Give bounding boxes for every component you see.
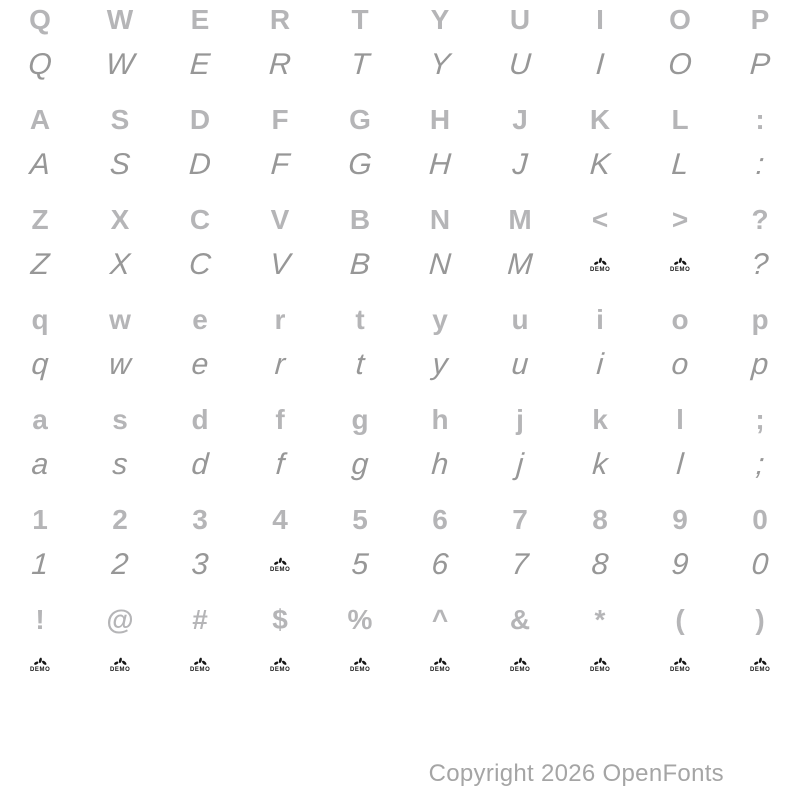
- demo-placeholder-label: DEMO: [749, 667, 771, 673]
- demo-glyph-cell: K: [588, 148, 612, 181]
- reference-glyph-cell: E: [190, 4, 210, 35]
- reference-glyph-cell: 6: [432, 504, 448, 535]
- reference-glyph-cell: :: [755, 104, 765, 135]
- demo-glyph-cell: w: [108, 348, 133, 381]
- splash-icon: [672, 657, 688, 666]
- demo-glyph-cell: D: [188, 148, 213, 181]
- demo-glyph-cell: Z: [29, 248, 51, 281]
- demo-placeholder-glyph: [350, 657, 370, 673]
- reference-glyph-cell: P: [750, 4, 770, 35]
- demo-placeholder-glyph: [190, 657, 210, 673]
- reference-glyph-cell: ?: [751, 204, 769, 235]
- reference-glyph-cell: w: [109, 304, 131, 335]
- reference-glyph-cell: y: [432, 304, 448, 335]
- demo-glyph-cell: a: [30, 448, 50, 481]
- demo-glyph-cell: O: [667, 48, 693, 81]
- demo-glyph-cell: Q: [27, 48, 53, 81]
- splash-icon: [272, 657, 288, 666]
- splash-icon: [752, 657, 768, 666]
- charmap-row-pair: [0, 100, 800, 200]
- demo-glyph-cell: [558, 640, 641, 690]
- reference-glyph-cell: (: [675, 604, 685, 635]
- demo-glyph-cell: [558, 240, 641, 290]
- demo-placeholder-label: DEMO: [109, 667, 131, 673]
- demo-glyph-cell: [638, 240, 721, 290]
- reference-glyph-cell: B: [349, 204, 371, 235]
- splash-icon: [672, 257, 688, 266]
- demo-glyph-cell: ;: [754, 448, 766, 481]
- demo-placeholder-label: DEMO: [509, 667, 531, 673]
- reference-glyph-cell: d: [191, 404, 209, 435]
- demo-glyph-cell: q: [30, 348, 50, 381]
- reference-glyph-cell: R: [269, 4, 291, 35]
- demo-placeholder-glyph: [590, 257, 610, 273]
- reference-glyph-cell: Z: [31, 204, 49, 235]
- reference-glyph-cell: o: [671, 304, 689, 335]
- demo-glyph-cell: e: [190, 348, 210, 381]
- demo-glyph-cell: 5: [350, 548, 370, 581]
- demo-font-row: [0, 240, 800, 290]
- reference-glyph-cell: >: [671, 204, 689, 235]
- demo-glyph-cell: y: [431, 348, 449, 381]
- demo-glyph-cell: V: [268, 248, 292, 281]
- demo-glyph-cell: G: [347, 148, 373, 181]
- charmap-row-pair: [0, 500, 800, 600]
- demo-placeholder-glyph: [430, 657, 450, 673]
- demo-glyph-cell: [398, 640, 481, 690]
- demo-glyph-cell: T: [349, 48, 371, 81]
- demo-glyph-cell: P: [748, 48, 772, 81]
- demo-placeholder-label: DEMO: [269, 667, 291, 673]
- reference-row: [0, 500, 800, 540]
- reference-glyph-cell: j: [516, 404, 524, 435]
- reference-glyph-cell: ;: [755, 404, 765, 435]
- reference-glyph-cell: T: [351, 4, 369, 35]
- reference-glyph-cell: L: [671, 104, 689, 135]
- reference-glyph-cell: *: [594, 604, 606, 635]
- reference-glyph-cell: &: [509, 604, 531, 635]
- splash-icon: [512, 657, 528, 666]
- reference-glyph-cell: J: [512, 104, 528, 135]
- copyright-text: Copyright 2026 OpenFonts: [428, 760, 724, 787]
- demo-glyph-cell: J: [511, 148, 529, 181]
- reference-glyph-cell: O: [669, 4, 691, 35]
- reference-glyph-cell: k: [592, 404, 608, 435]
- demo-placeholder-label: DEMO: [669, 267, 691, 273]
- demo-glyph-cell: [78, 640, 161, 690]
- demo-glyph-cell: [638, 640, 721, 690]
- reference-glyph-cell: @: [106, 604, 134, 635]
- demo-placeholder-label: DEMO: [269, 567, 291, 573]
- reference-row: [0, 300, 800, 340]
- reference-glyph-cell: M: [508, 204, 532, 235]
- demo-placeholder-glyph: [590, 657, 610, 673]
- demo-placeholder-label: DEMO: [189, 667, 211, 673]
- demo-glyph-cell: B: [348, 248, 372, 281]
- reference-glyph-cell: 1: [32, 504, 48, 535]
- charmap-row-pair: [0, 200, 800, 300]
- reference-glyph-cell: Q: [29, 4, 51, 35]
- demo-glyph-cell: o: [670, 348, 690, 381]
- demo-glyph-cell: i: [595, 348, 605, 381]
- demo-glyph-cell: R: [268, 48, 293, 81]
- demo-glyph-cell: N: [428, 248, 453, 281]
- demo-glyph-cell: C: [188, 248, 213, 281]
- splash-icon: [432, 657, 448, 666]
- reference-glyph-cell: i: [596, 304, 604, 335]
- demo-placeholder-label: DEMO: [429, 667, 451, 673]
- demo-placeholder-label: DEMO: [349, 667, 371, 673]
- reference-glyph-cell: 4: [272, 504, 288, 535]
- reference-row: [0, 200, 800, 240]
- splash-icon: [192, 657, 208, 666]
- reference-glyph-cell: <: [591, 204, 609, 235]
- demo-font-row: [0, 140, 800, 190]
- reference-glyph-cell: V: [270, 204, 290, 235]
- reference-glyph-cell: g: [351, 404, 369, 435]
- demo-glyph-cell: 2: [110, 548, 130, 581]
- splash-icon: [592, 657, 608, 666]
- reference-glyph-cell: u: [511, 304, 529, 335]
- demo-font-row: [0, 340, 800, 390]
- demo-placeholder-glyph: [110, 657, 130, 673]
- charmap-row-pair: [0, 0, 800, 100]
- reference-glyph-cell: Y: [430, 4, 450, 35]
- reference-glyph-cell: 5: [352, 504, 368, 535]
- splash-icon: [32, 657, 48, 666]
- demo-glyph-cell: t: [354, 348, 366, 381]
- reference-glyph-cell: W: [106, 4, 134, 35]
- demo-placeholder-glyph: [270, 557, 290, 573]
- reference-glyph-cell: ): [755, 604, 765, 635]
- reference-glyph-cell: 2: [112, 504, 128, 535]
- reference-glyph-cell: C: [189, 204, 211, 235]
- demo-glyph-cell: 7: [510, 548, 530, 581]
- reference-glyph-cell: 3: [192, 504, 208, 535]
- demo-glyph-cell: [318, 640, 401, 690]
- reference-glyph-cell: f: [275, 404, 285, 435]
- reference-glyph-cell: s: [112, 404, 128, 435]
- demo-glyph-cell: E: [188, 48, 212, 81]
- reference-row: [0, 400, 800, 440]
- reference-glyph-cell: a: [32, 404, 48, 435]
- reference-glyph-cell: U: [509, 4, 531, 35]
- demo-glyph-cell: d: [190, 448, 210, 481]
- demo-glyph-cell: [718, 640, 800, 690]
- reference-glyph-cell: !: [35, 604, 45, 635]
- reference-glyph-cell: e: [192, 304, 208, 335]
- demo-glyph-cell: [478, 640, 561, 690]
- reference-row: [0, 600, 800, 640]
- reference-glyph-cell: H: [429, 104, 451, 135]
- demo-glyph-cell: Y: [428, 48, 452, 81]
- demo-glyph-cell: I: [594, 48, 606, 81]
- reference-glyph-cell: A: [29, 104, 51, 135]
- reference-glyph-cell: p: [751, 304, 769, 335]
- demo-glyph-cell: 6: [430, 548, 450, 581]
- reference-glyph-cell: ^: [431, 604, 449, 635]
- reference-row: [0, 0, 800, 40]
- reference-glyph-cell: 0: [752, 504, 768, 535]
- demo-glyph-cell: [0, 640, 82, 690]
- reference-glyph-cell: #: [192, 604, 208, 635]
- reference-glyph-cell: I: [596, 4, 604, 35]
- demo-placeholder-glyph: [270, 657, 290, 673]
- reference-glyph-cell: l: [676, 404, 684, 435]
- reference-glyph-cell: q: [31, 304, 49, 335]
- demo-glyph-cell: L: [670, 148, 690, 181]
- demo-placeholder-glyph: [30, 657, 50, 673]
- demo-glyph-cell: 1: [30, 548, 50, 581]
- reference-glyph-cell: K: [589, 104, 611, 135]
- demo-glyph-cell: ?: [750, 248, 770, 281]
- charmap-row-pair: [0, 400, 800, 500]
- splash-icon: [352, 657, 368, 666]
- reference-glyph-cell: F: [271, 104, 289, 135]
- demo-placeholder-glyph: [510, 657, 530, 673]
- demo-placeholder-label: DEMO: [29, 667, 51, 673]
- demo-font-row: [0, 440, 800, 490]
- demo-glyph-cell: S: [108, 148, 132, 181]
- reference-glyph-cell: t: [355, 304, 365, 335]
- demo-glyph-cell: u: [510, 348, 530, 381]
- splash-icon: [592, 257, 608, 266]
- demo-glyph-cell: M: [506, 248, 534, 281]
- demo-glyph-cell: 8: [590, 548, 610, 581]
- demo-glyph-cell: [238, 640, 321, 690]
- splash-icon: [112, 657, 128, 666]
- reference-glyph-cell: 9: [672, 504, 688, 535]
- demo-glyph-cell: r: [273, 348, 287, 381]
- demo-glyph-cell: h: [430, 448, 450, 481]
- reference-glyph-cell: X: [110, 204, 130, 235]
- reference-glyph-cell: N: [429, 204, 451, 235]
- demo-glyph-cell: f: [274, 448, 286, 481]
- demo-glyph-cell: 0: [750, 548, 770, 581]
- demo-glyph-cell: U: [508, 48, 533, 81]
- demo-placeholder-glyph: [750, 657, 770, 673]
- demo-glyph-cell: W: [104, 48, 136, 81]
- demo-glyph-cell: 9: [670, 548, 690, 581]
- reference-glyph-cell: h: [431, 404, 449, 435]
- demo-glyph-cell: X: [108, 248, 132, 281]
- demo-placeholder-glyph: [670, 257, 690, 273]
- demo-glyph-cell: [238, 540, 321, 590]
- reference-glyph-cell: G: [349, 104, 371, 135]
- demo-glyph-cell: F: [269, 148, 291, 181]
- demo-glyph-cell: j: [515, 448, 525, 481]
- reference-row: [0, 100, 800, 140]
- charmap-row-pair: [0, 600, 800, 700]
- demo-glyph-cell: :: [754, 148, 766, 181]
- demo-placeholder-glyph: [670, 657, 690, 673]
- demo-glyph-cell: A: [28, 148, 52, 181]
- demo-glyph-cell: k: [591, 448, 609, 481]
- reference-glyph-cell: S: [110, 104, 130, 135]
- demo-font-row: [0, 640, 800, 690]
- reference-glyph-cell: 7: [512, 504, 528, 535]
- reference-glyph-cell: r: [274, 304, 286, 335]
- demo-placeholder-label: DEMO: [589, 267, 611, 273]
- reference-glyph-cell: 8: [592, 504, 608, 535]
- demo-font-row: [0, 540, 800, 590]
- demo-placeholder-label: DEMO: [589, 667, 611, 673]
- demo-placeholder-label: DEMO: [669, 667, 691, 673]
- charmap-row-pair: [0, 300, 800, 400]
- demo-glyph-cell: [158, 640, 241, 690]
- demo-font-row: [0, 40, 800, 90]
- demo-glyph-cell: l: [675, 448, 685, 481]
- reference-glyph-cell: %: [347, 604, 373, 635]
- demo-glyph-cell: g: [350, 448, 370, 481]
- splash-icon: [272, 557, 288, 566]
- demo-glyph-cell: s: [111, 448, 129, 481]
- reference-glyph-cell: $: [272, 604, 288, 635]
- demo-glyph-cell: 3: [190, 548, 210, 581]
- demo-glyph-cell: p: [750, 348, 770, 381]
- reference-glyph-cell: D: [189, 104, 211, 135]
- demo-glyph-cell: H: [428, 148, 453, 181]
